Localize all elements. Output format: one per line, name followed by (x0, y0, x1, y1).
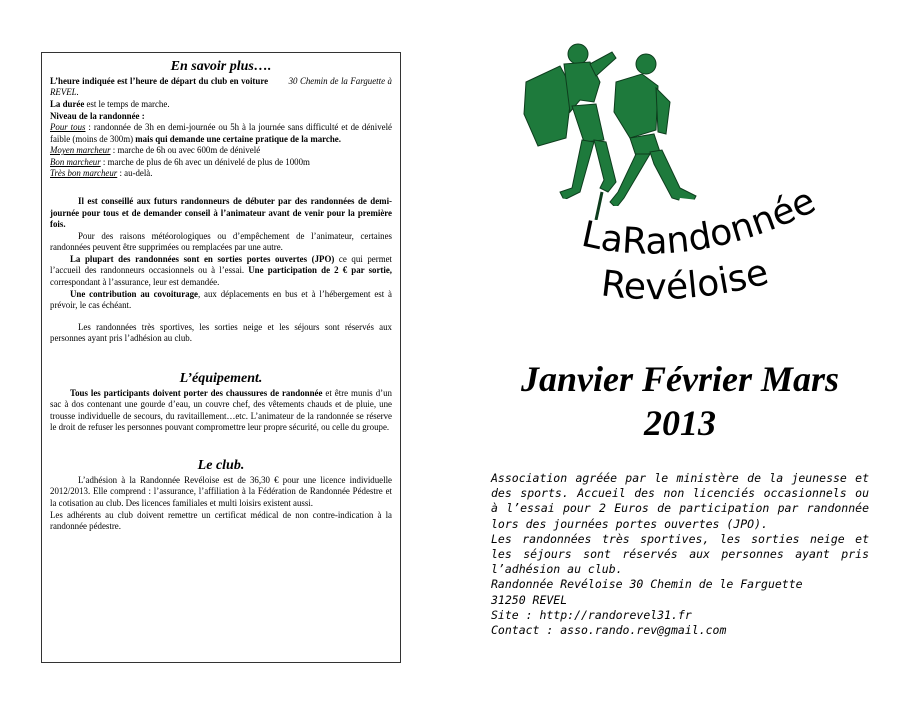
desc-agrement: Association agréée par le ministère de la jeunesse et des sports. Accueil des non licenciés occasionnels ou à l’essai pour 2 Euros de participation par randonnée lors des journées portes ouvertes (JPO). (491, 471, 869, 531)
club-certificat-text: Les adhérents au club doivent remettre un certificat médical de non contre-indication à la randonnée pédestre. (50, 509, 392, 532)
logo-line1: LaRandonnée (578, 180, 822, 263)
contact-email[interactable]: Contact : asso.rando.rev@gmail.com (491, 623, 727, 638)
info-panel (41, 52, 401, 663)
club-adhesion-text: L’adhésion à la Randonnée Revéloise est de 36,30 € pour une licence individuelle 2012/2013. Elle comprend : l’assurance, l’affiliation à la Fédération de Randonnée Pédestre et la cotisation au club. Des licences familiales et multi loisirs existent aussi. (50, 474, 392, 508)
depart-info: L’heure indiquée est l’heure de départ du club en voiture 30 Chemin de la Farguette à REVEL. (50, 75, 392, 98)
duree-info: La durée est le temps de marche. (50, 98, 170, 109)
svg-text:LaRandonnée (578, 180, 822, 262)
season-year: 2013 (644, 402, 716, 443)
address-line1: Randonnée Revéloise 30 Chemin de le Farguette (491, 577, 803, 592)
section-title-en-savoir-plus: En savoir plus…. (170, 59, 272, 74)
niveau-title: Niveau de la randonnée : (50, 110, 145, 121)
club-logo-text (560, 160, 860, 340)
sportives-text: Les randonnées très sportives, les sorties neige et les séjours sont réservés aux personnes ayant pris l’adhésion au club. (50, 321, 392, 344)
equipement-text: Tous les participants doivent porter des chaussures de randonnée et être munis d’un sac à dos contenant une gourde d’eau, un couvre chef, des vêtements chauds et de pluie, une trousse individuelle de secours, du ravitaillement…etc. L’animateur de la randonnée se réserve le droit de refuser les personnes pouvant compromettre leur propre sécurité, ou celle du groupe. (50, 387, 392, 433)
jpo-text: La plupart des randonnées sont en sorties portes ouvertes (JPO) ce qui permet l’accueil des randonneurs occasionnels ou à l’essai. Une participation de 2 € par sortie, correspondant à l’assurance, leur est demandée. (50, 253, 393, 288)
section-title-equipement: L’équipement. (179, 370, 263, 386)
season-months: Janvier Février Mars (521, 359, 839, 399)
meteo-text: Pour des raisons météorologiques ou d’empêchement de l’animateur, certaines randonnées peuvent être supprimées ou remplacées par une autre. (50, 230, 392, 253)
niveau-bon: Bon marcheur : marche de plus de 6h avec un dénivelé de plus de 1000m (50, 156, 310, 167)
covoiturage-text: Une contribution au covoiturage, aux déplacements en bus et à l’hébergement est à prévoir, le cas échéant. (50, 288, 392, 311)
season-title (490, 358, 870, 446)
niveau-tres-bon: Très bon marcheur : au-delà. (50, 168, 153, 179)
conseil-text: Il est conseillé aux futurs randonneurs de débuter par des randonnées de demi-journée pour tous et de demander conseil à l’animateur avant de venir pour la première fois. (50, 196, 392, 230)
section-title-club: Le club. (197, 458, 245, 474)
site-link[interactable]: Site : http://randorevel31.fr (491, 607, 692, 622)
association-description (491, 471, 869, 638)
logo-line2: Revéloise (598, 251, 773, 309)
address-line2: 31250 REVEL (491, 592, 568, 607)
desc-reservation: Les randonnées très sportives, les sorties neige et les séjours sont réservés aux personnes ayant pris l’adhésion au club. (491, 531, 869, 577)
niveau-moyen: Moyen marcheur : marche de 6h ou avec 600m de dénivelé (50, 145, 261, 156)
niveau-pour-tous: Pour tous : randonnée de 3h en demi-journée ou 5h à la journée sans difficulté et de dénivelé faible (moins de 300m) mais qui demande une certaine pratique de la marche. (50, 122, 392, 144)
